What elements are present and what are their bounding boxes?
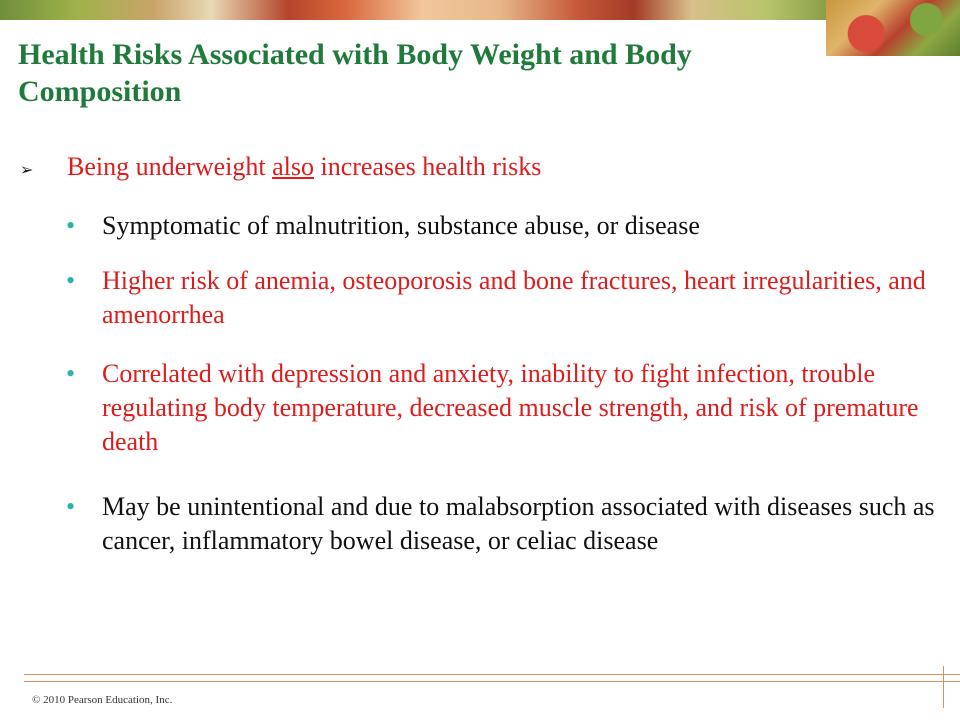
bullet-dot-icon: • [66, 359, 76, 388]
footer-divider-bottom [24, 681, 960, 682]
food-photo-corner [826, 0, 960, 56]
arrow-bullet-icon: ➢ [20, 162, 34, 179]
main-bullet-text-before: Being underweight [67, 152, 273, 181]
main-bullet-text-after: increases health risks [313, 152, 542, 181]
food-photo-banner [0, 0, 960, 20]
footer-vertical-rule [943, 666, 944, 708]
main-bullet-emphasis: also [272, 152, 314, 181]
main-bullet-text [67, 150, 541, 184]
bullet-dot-icon: • [66, 266, 76, 295]
bullet-dot-icon: • [66, 211, 76, 240]
copyright-notice: © 2010 Pearson Education, Inc. [32, 694, 173, 706]
footer-divider-top [24, 674, 960, 675]
sub-bullet-text: Symptomatic of malnutrition, substance abuse, or disease [102, 211, 700, 240]
sub-bullet-text: Correlated with depression and anxiety, inability to fight infection, trouble regulating body temperature, decreased muscle strength, and risk of premature death [102, 359, 919, 456]
slide-title: Health Risks Associated with Body Weight and Body Composition [18, 38, 692, 108]
sub-bullet-text: May be unintentional and due to malabsorption associated with diseases such as cancer, inflammatory bowel disease, or celiac disease [102, 492, 935, 555]
sub-bullet-text: Higher risk of anemia, osteoporosis and bone fractures, heart irregularities, and amenorrhea [102, 266, 926, 329]
bullet-dot-icon: • [66, 492, 76, 521]
